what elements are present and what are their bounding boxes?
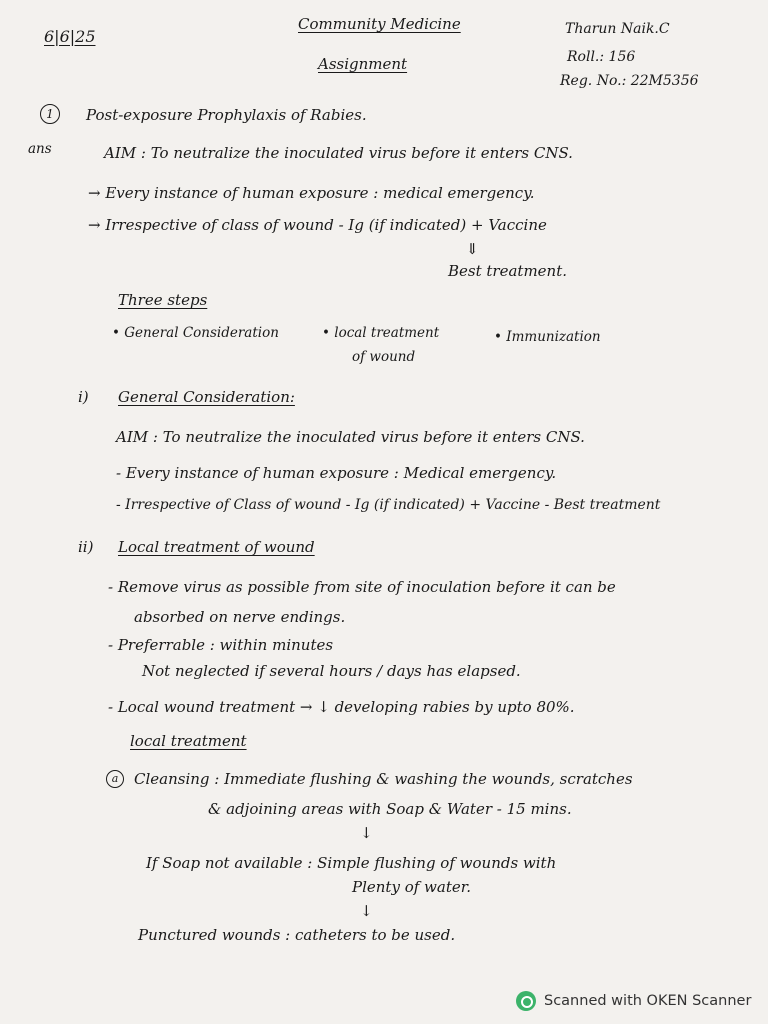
cleansing-line-1: Cleansing : Immediate flushing & washing the wounds, scratches <box>134 770 633 788</box>
roll-number: Roll.: 156 <box>567 49 636 65</box>
step-local-treatment: • local treatment <box>322 325 440 341</box>
section-i-label: i) <box>78 388 89 406</box>
oken-scanner-logo-icon <box>516 991 536 1011</box>
question-title: Post-exposure Prophylaxis of Rabies. <box>86 106 367 124</box>
three-steps-title: Three steps <box>118 291 208 309</box>
soap-line-2: Plenty of water. <box>352 878 472 896</box>
soap-line-1: If Soap not available : Simple flushing of wounds with <box>146 854 557 872</box>
step-general-consideration: • General Consideration <box>112 325 279 341</box>
assignment-title: Assignment <box>318 55 408 73</box>
section-ii-bullet-2-cont: Not neglected if several hours / days has elapsed. <box>142 662 521 680</box>
arrow-line-wound-class: → Irrespective of class of wound - Ig (if indicated) + Vaccine <box>88 216 547 234</box>
section-i-line-2: - Irrespective of Class of wound - Ig (if indicated) + Vaccine - Best treatment <box>116 497 661 513</box>
section-ii-bullet-2: - Preferrable : within minutes <box>108 636 334 654</box>
step-local-treatment-cont: of wound <box>352 349 416 365</box>
arrow-line-exposure: → Every instance of human exposure : medical emergency. <box>88 184 535 202</box>
registration-number: Reg. No.: 22M5356 <box>560 73 699 89</box>
date: 6|6|25 <box>44 27 96 46</box>
down-arrow: ⇓ <box>466 240 479 258</box>
step-immunization: • Immunization <box>494 329 601 345</box>
section-ii-label: ii) <box>78 538 94 556</box>
cleansing-line-2: & adjoining areas with Soap & Water - 15 mins. <box>208 800 572 818</box>
section-ii-bullet-3: - Local wound treatment → ↓ developing rabies by upto 80%. <box>108 698 575 716</box>
section-i-heading: General Consideration: <box>118 388 295 406</box>
scanner-watermark <box>516 990 751 1012</box>
student-name: Tharun Naik.C <box>565 21 670 37</box>
section-i-aim: AIM : To neutralize the inoculated virus before it enters CNS. <box>116 428 585 446</box>
item-a-marker: a <box>106 770 124 788</box>
arrow-down-2: ↓ <box>360 902 373 920</box>
aim-line: AIM : To neutralize the inoculated virus before it enters CNS. <box>104 144 573 162</box>
answer-margin-mark: ans <box>28 141 52 157</box>
subject-title: Community Medicine <box>298 15 461 33</box>
section-i-line-1: - Every instance of human exposure : Medical emergency. <box>116 464 557 482</box>
section-ii-bullet-1: - Remove virus as possible from site of inoculation before it can be <box>108 578 616 596</box>
section-ii-heading: Local treatment of wound <box>118 538 315 556</box>
best-treatment: Best treatment. <box>448 262 567 280</box>
scanner-text: Scanned with OKEN Scanner <box>544 993 752 1009</box>
arrow-down-1: ↓ <box>360 824 373 842</box>
section-ii-bullet-1-cont: absorbed on nerve endings. <box>134 608 346 626</box>
question-number-badge: 1 <box>40 104 60 124</box>
punctured-wounds-line: Punctured wounds : catheters to be used. <box>138 926 456 944</box>
local-treatment-subheading: local treatment <box>130 732 247 750</box>
